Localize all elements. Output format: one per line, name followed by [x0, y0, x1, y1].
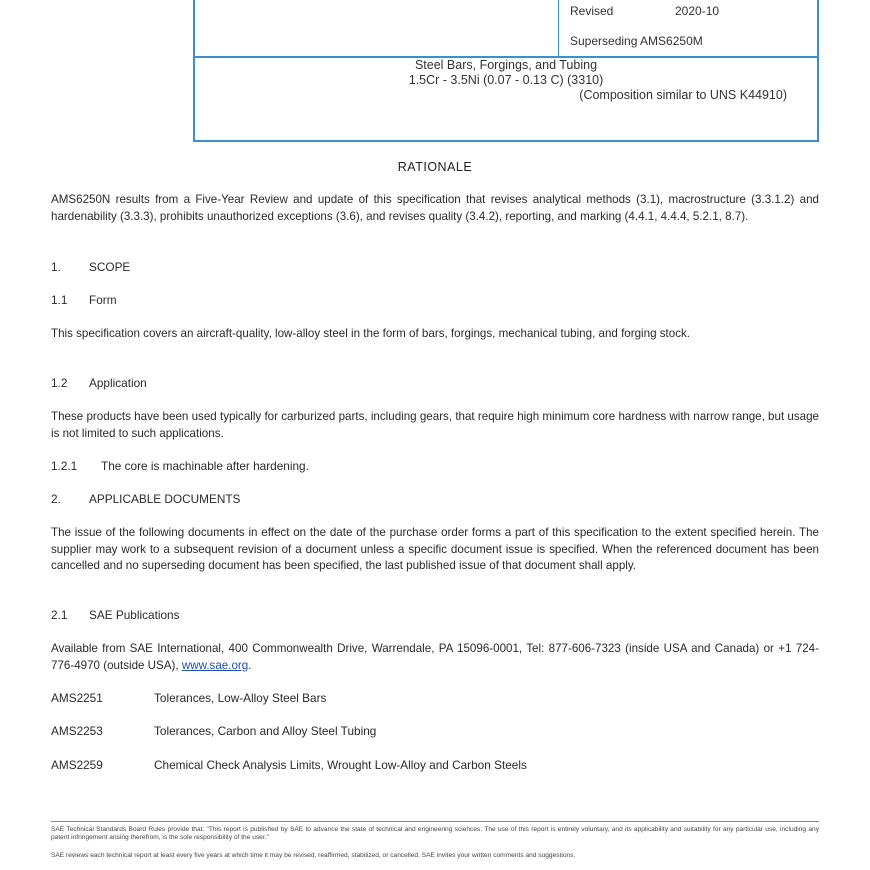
document-list-item	[51, 758, 527, 772]
footer-divider	[51, 821, 819, 822]
footer-notice-2: SAE reviews each technical report at least every five years at which time it may be revised, reaffirmed, stabilized, or cancelled. SAE invites your written comments and suggestions.	[51, 852, 576, 859]
section-title: APPLICABLE DOCUMENTS	[89, 492, 241, 506]
section-1-2-heading	[51, 376, 147, 390]
document-code: AMS2253	[51, 724, 103, 738]
header-divider	[558, 0, 559, 56]
document-title: Tolerances, Low-Alloy Steel Bars	[154, 691, 327, 705]
section-number: 2.	[51, 492, 61, 506]
section-number: 2.1	[51, 608, 68, 622]
section-number: 1.2	[51, 376, 68, 390]
sae-address: Available from SAE International, 400 Commonwealth Drive, Warrendale, PA 15096-0001, Tel: 877-606-7323 (inside USA and Canada) or +1 724-776-4970 (outside USA),	[51, 642, 819, 672]
document-list-item	[51, 724, 376, 738]
title-line-3: (Composition similar to UNS K44910)	[579, 88, 787, 102]
section-1-2-1	[51, 459, 309, 473]
revised-label: Revised	[570, 4, 614, 18]
revised-date: 2020-10	[675, 4, 720, 18]
section-title: Form	[89, 293, 117, 307]
section-1-heading	[51, 260, 130, 274]
section-number: 1.	[51, 260, 61, 274]
document-title	[195, 58, 817, 103]
sentence-end: .	[248, 658, 252, 672]
section-number: 1.2.1	[51, 459, 78, 473]
rationale-heading: RATIONALE	[397, 160, 473, 174]
section-1-1-text: This specification covers an aircraft-quality, low-alloy steel in the form of bars, forgings, mechanical tubing, and forging stock.	[51, 327, 691, 340]
section-text: The core is machinable after hardening.	[101, 459, 309, 473]
section-title: Application	[89, 376, 147, 390]
document-code: AMS2251	[51, 691, 103, 705]
section-2-1-heading	[51, 608, 180, 622]
title-line-2: 1.5Cr - 3.5Ni (0.07 - 0.13 C) (3310)	[408, 73, 604, 87]
sae-website-link[interactable]: www.sae.org	[181, 658, 249, 672]
section-title: SAE Publications	[89, 608, 180, 622]
footer-notice-1: SAE Technical Standards Board Rules provide that: "This report is published by SAE to advance the state of technical and engineering sciences. The use of this report is entirely voluntary, and its applicability and suitability for any particular use, including any patent infringement arising therefrom, is the sole responsibility of the user."	[51, 826, 819, 841]
section-2-text: The issue of the following documents in effect on the date of the purchase order forms a part of this specification to the extent specified herein. The supplier may work to a subsequent revision of a document unless a specific document issue is specified. When the referenced document has been cancelled and no superseding document has been specified, the last published issue of that document shall apply.	[51, 526, 819, 573]
superseding-note: Superseding AMS6250M	[570, 34, 703, 48]
document-title: Tolerances, Carbon and Alloy Steel Tubing	[154, 724, 377, 738]
section-2-1-text	[51, 641, 819, 674]
section-1-1-heading	[51, 293, 117, 307]
document-code: AMS2259	[51, 758, 103, 772]
header-top-row	[195, 0, 817, 58]
section-1-2-text: These products have been used typically for carburized parts, including gears, that require high minimum core hardness with narrow range, but usage is not limited to such applications.	[51, 410, 819, 440]
section-2-heading	[51, 492, 240, 506]
document-header-box	[193, 0, 819, 142]
title-line-1: Steel Bars, Forgings, and Tubing	[414, 58, 598, 72]
section-number: 1.1	[51, 293, 68, 307]
document-list-item	[51, 691, 326, 705]
section-title: SCOPE	[89, 260, 131, 274]
rationale-text: AMS6250N results from a Five-Year Review and update of this specification that revises analytical methods (3.1), macrostructure (3.3.1.2) and hardenability (3.3.3), prohibits unauthorized exceptions (3.6), and revises quality (3.4.2), reporting, and marking (4.4.1, 4.4.4, 5.2.1, 8.7).	[51, 193, 819, 223]
document-title: Chemical Check Analysis Limits, Wrought Low-Alloy and Carbon Steels	[154, 758, 527, 772]
